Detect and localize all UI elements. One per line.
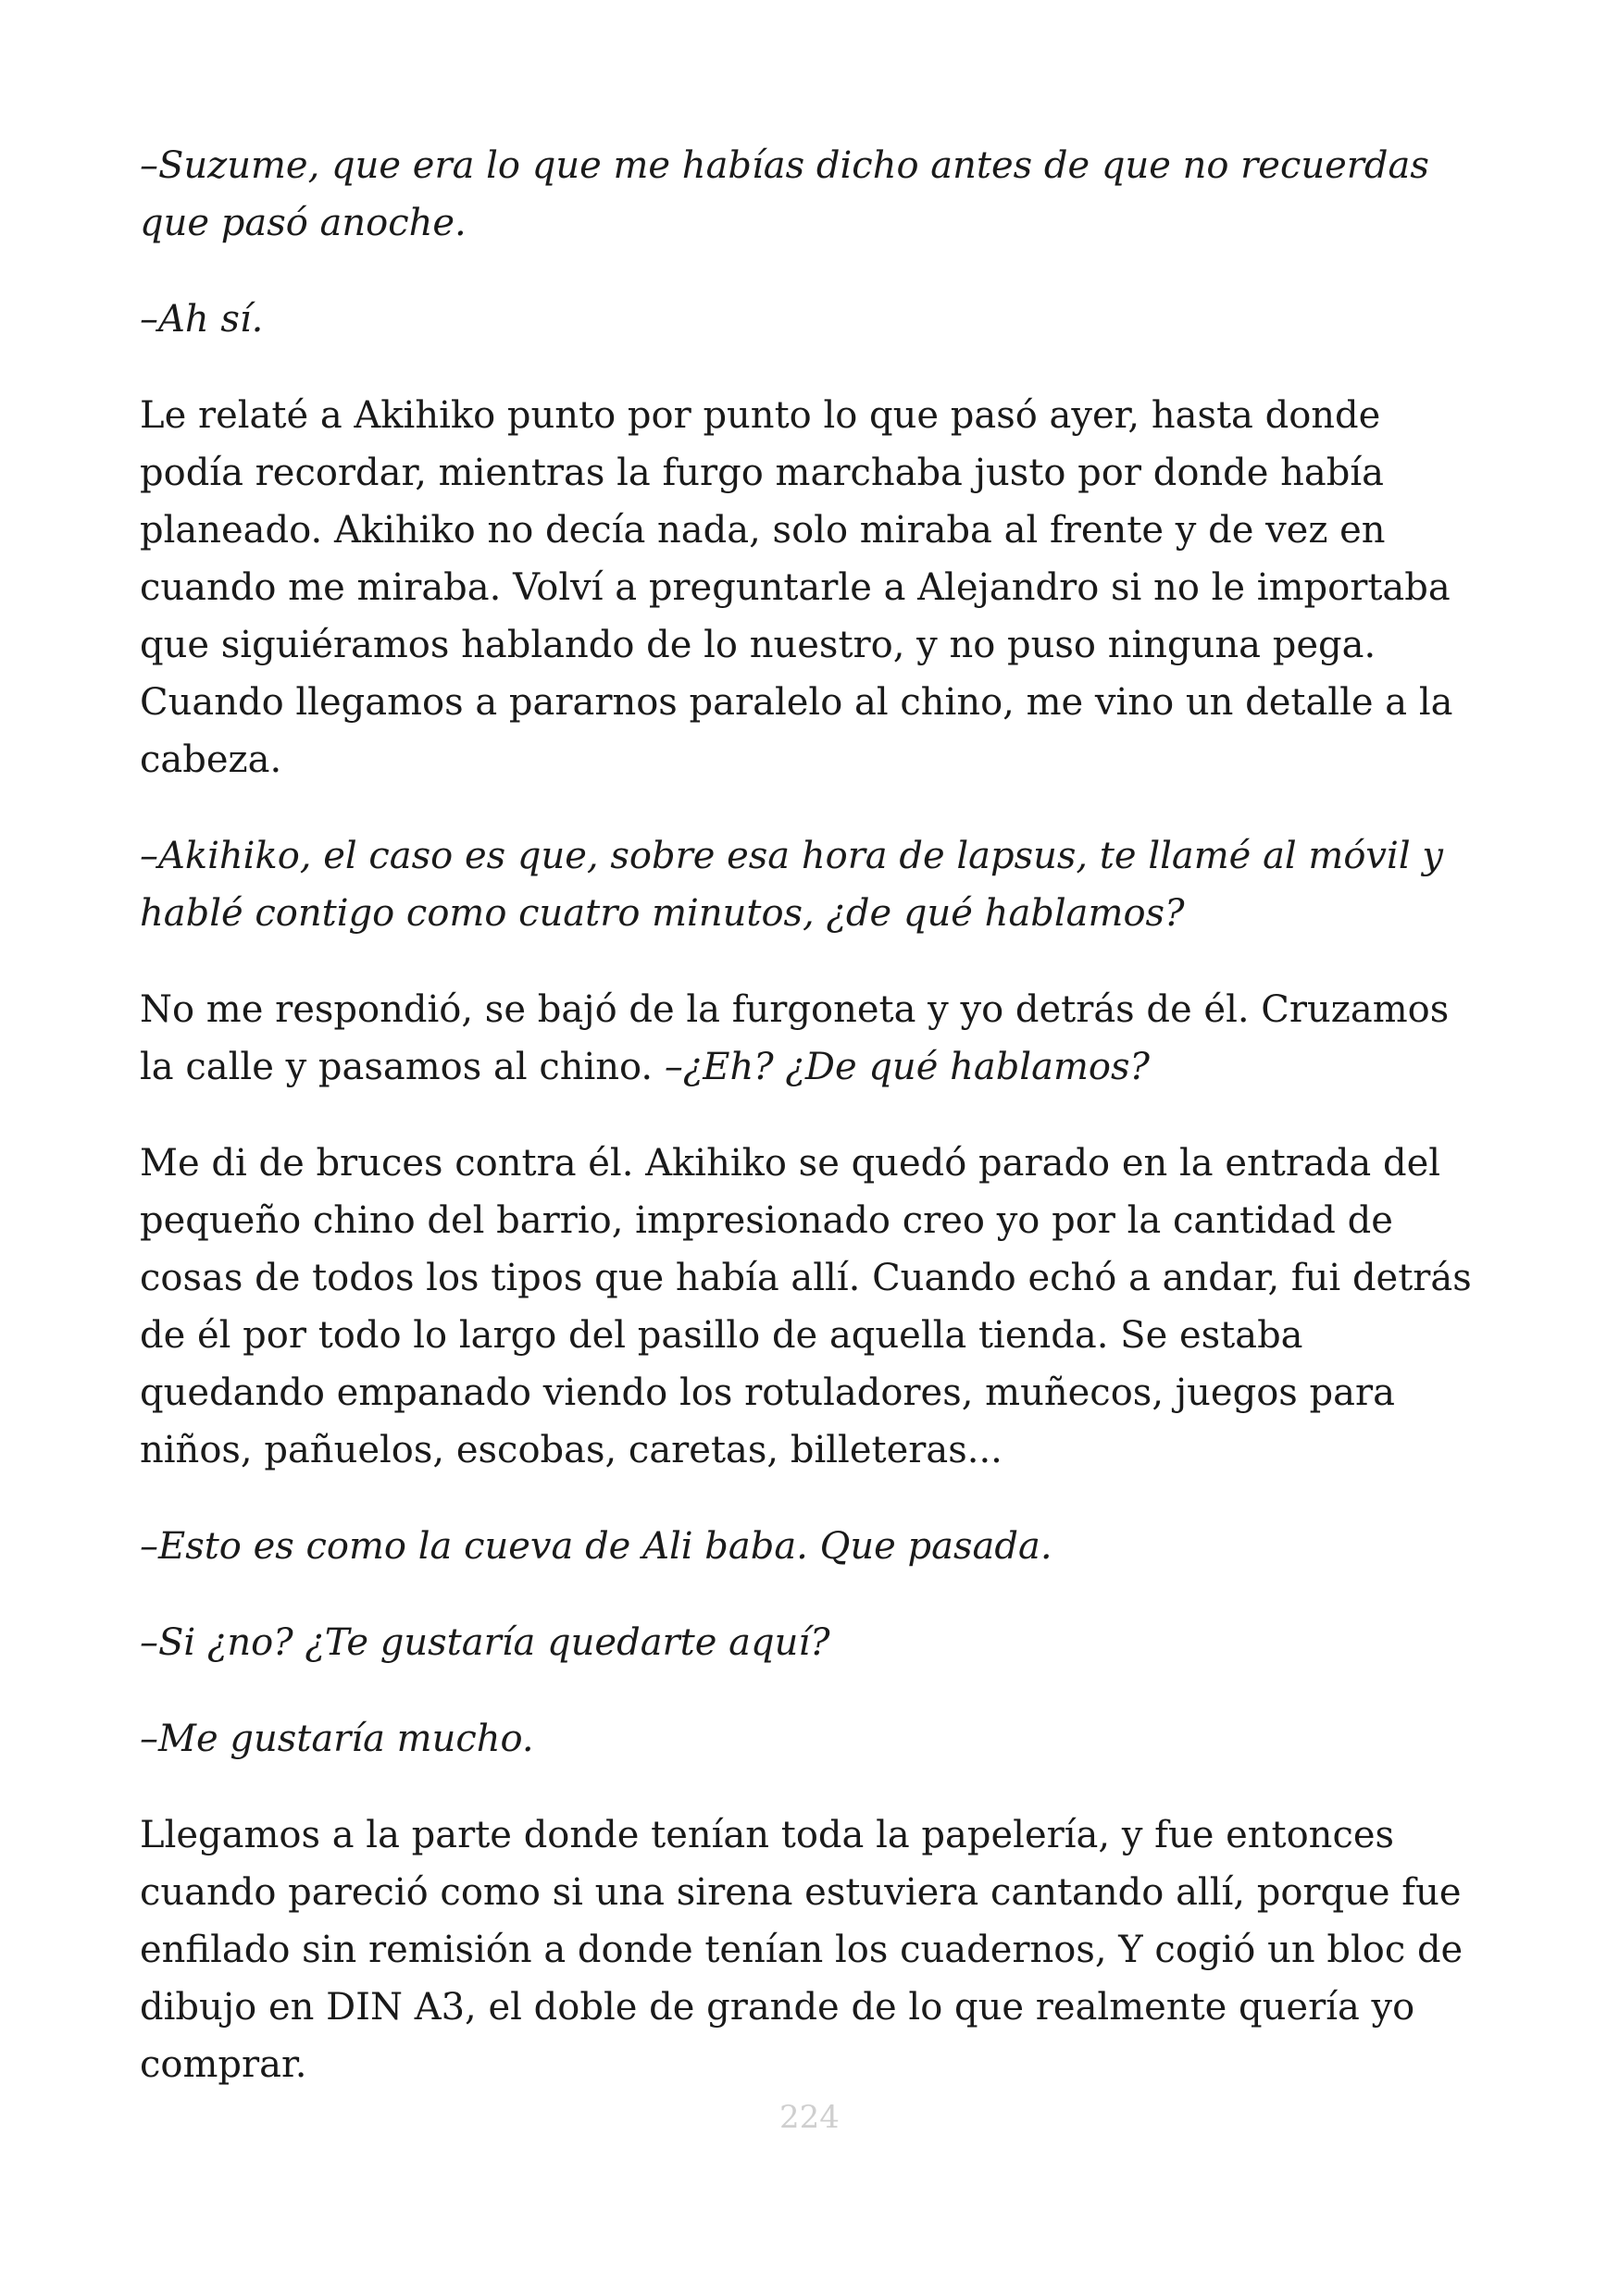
mixed-paragraph [140, 981, 1491, 1096]
inline-dialogue: –¿Eh? ¿De qué hablamos? [664, 1046, 1150, 1088]
dialogue-paragraph: –Ah sí. [140, 298, 264, 341]
dialogue-paragraph: –Suzume, que era lo que me habías dicho antes de que no recuerdas que pasó anoche. [140, 144, 1429, 244]
narrative-paragraph: Llegamos a la parte donde tenían toda la papelería, y fue entonces cuando pareció como si una sirena estuviera cantando allí, porque fue enfilado sin remisión a donde tenían los cuadernos, Y cogió un bloc de dibujo en DIN A3, el doble de grande de lo que realmente quería yo comprar. [140, 1814, 1463, 2086]
page-body [140, 137, 1491, 2132]
dialogue-paragraph: –Akihiko, el caso es que, sobre esa hora de lapsus, te llamé al móvil y hablé contigo como cuatro minutos, ¿de qué hablamos? [140, 835, 1443, 935]
narrative-text: No me respondió, se bajó de la furgoneta y yo detrás de él. Cruzamos la calle y pasamos al chino. [140, 988, 1450, 1088]
dialogue-paragraph: –Esto es como la cueva de Ali baba. Que pasada. [140, 1525, 1052, 1568]
narrative-paragraph: Le relaté a Akihiko punto por punto lo que pasó ayer, hasta donde podía recordar, mientras la furgo marchaba justo por donde había planeado. Akihiko no decía nada, solo miraba al frente y de vez en cuando me miraba. Volví a preguntarle a Alejandro si no le importaba que siguiéramos hablando de lo nuestro, y no puso ninguna pega. Cuando llegamos a pararnos paralelo al chino, me vino un detalle a la cabeza. [140, 394, 1453, 781]
dialogue-paragraph: –Si ¿no? ¿Te gustaría quedarte aquí? [140, 1621, 830, 1664]
page-number: 224 [779, 2099, 840, 2136]
dialogue-paragraph: –Me gustaría mucho. [140, 1718, 534, 1760]
narrative-paragraph: Me di de bruces contra él. Akihiko se quedó parado en la entrada del pequeño chino del barrio, impresionado creo yo por la cantidad de cosas de todos los tipos que había allí. Cuando echó a andar, fui detrás de él por todo lo largo del pasillo de aquella tienda. Se estaba quedando empanado viendo los rotuladores, muñecos, juegos para niños, pañuelos, escobas, caretas, billeteras... [140, 1142, 1472, 1471]
